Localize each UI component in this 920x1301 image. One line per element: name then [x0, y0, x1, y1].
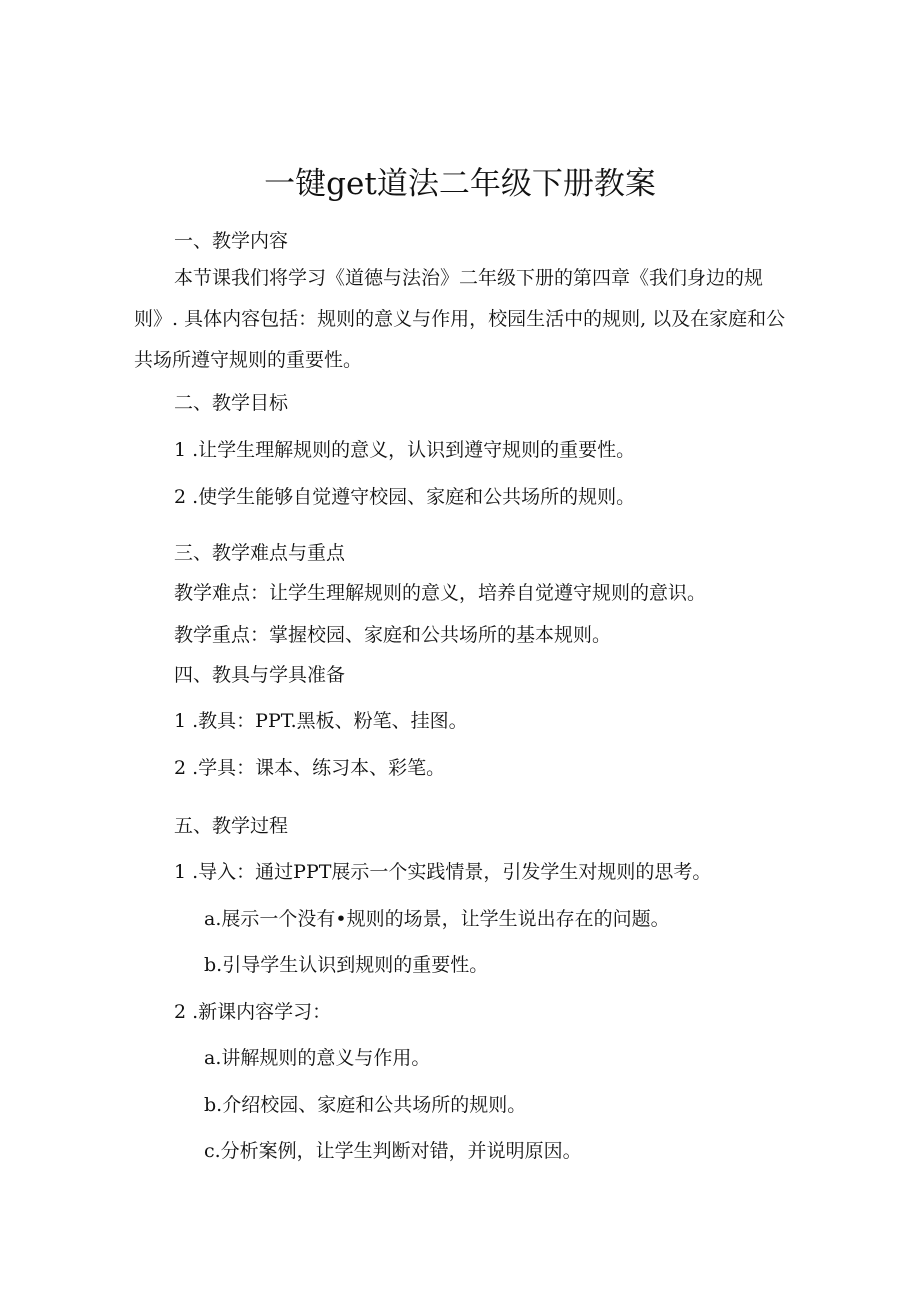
process-step-1: 1 .导入：通过PPT展示一个实践情景，引发学生对规则的思考。 [174, 861, 712, 883]
tools-item-2: 2 .学具：课本、练习本、彩笔。 [174, 757, 446, 779]
section-heading-difficulty: 三、教学难点与重点 [174, 542, 346, 564]
process-step-2: 2 .新课内容学习： [174, 1001, 332, 1023]
objective-item-2: 2 .使学生能够自觉遵守校园、家庭和公共场所的规则。 [174, 486, 636, 508]
objective-item-1: 1 .让学生理解规则的意义，认识到遵守规则的重要性。 [174, 439, 636, 461]
process-step-2a: a.讲解规则的意义与作用。 [204, 1047, 431, 1069]
document-title: 一键get道法二年级下册教案 [264, 166, 656, 202]
content-paragraph: 本节课我们将学习《道德与法治》二年级下册的第四章《我们身边的规则》. 具体内容包括：规则的意义与作用，校园生活中的规则, 以及在家庭和公共场所遵守规则的重要性。 [134, 267, 786, 371]
process-step-2c: c.分析案例，让学生判断对错，并说明原因。 [204, 1140, 582, 1162]
process-step-2b: b.介绍校园、家庭和公共场所的规则。 [204, 1094, 527, 1116]
difficulty-text: 教学难点：让学生理解规则的意义，培养自觉遵守规则的意识。 [174, 582, 707, 604]
tools-item-1: 1 .教具：PPT.黑板、粉笔、挂图。 [174, 710, 468, 732]
section-heading-objectives: 二、教学目标 [174, 392, 289, 414]
process-step-1a: a.展示一个没有•规则的场景，让学生说出存在的问题。 [204, 908, 670, 930]
section-heading-content: 一、教学内容 [174, 230, 289, 252]
process-step-1b: b.引导学生认识到规则的重要性。 [204, 954, 489, 976]
section-heading-tools: 四、教具与学具准备 [174, 664, 346, 686]
keypoint-text: 教学重点：掌握校园、家庭和公共场所的基本规则。 [174, 624, 612, 646]
section-heading-process: 五、教学过程 [174, 815, 289, 837]
